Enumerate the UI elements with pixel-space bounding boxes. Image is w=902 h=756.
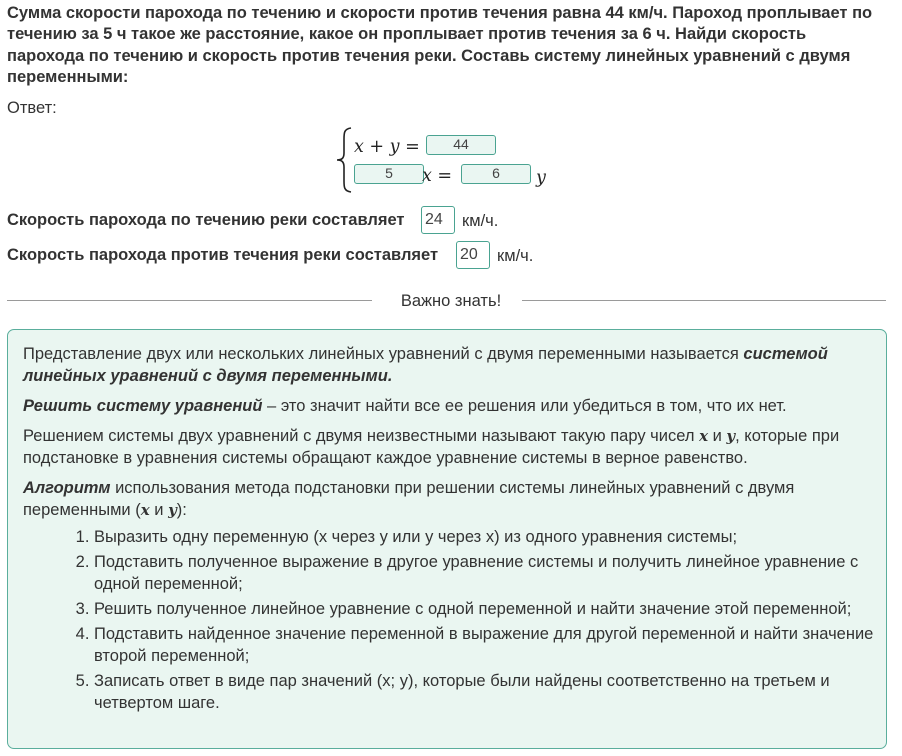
info-paragraph-solve (23, 395, 873, 417)
downstream-speed-input[interactable]: 24 (421, 206, 455, 234)
var-y: y (726, 427, 736, 445)
algorithm-and: и (149, 501, 169, 519)
eq2-coef-y-input[interactable]: 6 (461, 164, 531, 184)
info-paragraph-definition (23, 343, 873, 387)
definition-term: системой линейных уравнений с двумя переменными. (23, 345, 828, 385)
solve-term: Решить систему уравнений (23, 397, 263, 415)
system-brace (334, 127, 354, 193)
list-item: 1. Выразить одну переменную (x через y или y через x) из одного уравнения системы; (94, 526, 894, 548)
info-box (7, 329, 887, 749)
downstream-label: Скорость парохода по течению реки составляет (7, 211, 405, 229)
algorithm-term: Алгоритм (23, 479, 111, 497)
solution-text-b: , которые при подстановке в уравнения системы обращают каждое уравнение системы в верное равенство. (23, 427, 840, 467)
eq2-coef-x-input[interactable]: 5 (354, 164, 424, 184)
answer-label: Ответ: (7, 99, 57, 117)
var-y: y (168, 501, 177, 519)
solve-text: – это значит найти все ее решения или убедиться в том, что их нет. (262, 397, 787, 415)
upstream-unit: км/ч. (497, 247, 534, 265)
solution-and: и (708, 427, 727, 445)
list-item: 3. Решить полученное линейное уравнение с одной переменной и найти значение этой переменной; (94, 598, 894, 620)
var-x: x (140, 501, 150, 519)
solution-text-a: Решением системы двух уравнений с двумя неизвестными называют такую пару чисел (23, 427, 700, 445)
upstream-label: Скорость парохода против течения реки составляет (7, 246, 439, 264)
algorithm-text: использования метода подстановки при решении системы линейных уравнений с двумя переменными ( (23, 479, 795, 519)
eq2-middle: x = (422, 166, 453, 186)
divider-line-right (522, 300, 886, 301)
eq1-left: x + y = (354, 137, 420, 157)
definition-text: Представление двух или нескольких линейных уравнений с двумя переменными называется (23, 345, 744, 363)
info-paragraph-solution (23, 425, 873, 469)
eq1-value-input[interactable]: 44 (426, 135, 496, 155)
info-paragraph-algorithm (23, 477, 873, 521)
list-item: 4. Подставить найденное значение переменной в выражение для другой переменной и найти значение второй переменной; (94, 623, 894, 667)
important-heading: Важно знать! (400, 292, 502, 310)
upstream-speed-input[interactable]: 20 (456, 241, 490, 269)
list-item: 2. Подставить полученное выражение в другое уравнение системы и получить линейное уравнение с одной переменной; (94, 551, 894, 595)
algorithm-text-end: ): (176, 501, 187, 519)
eq2-var-y: y (536, 168, 546, 188)
downstream-unit: км/ч. (462, 212, 499, 230)
var-x: x (699, 427, 709, 445)
algorithm-steps (76, 526, 894, 717)
question-text: Сумма скорости парохода по течению и скорости против течения равна 44 км/ч. Пароход проплывает по течению за 5 ч такое же расстояние, какое он проплывает против течения за 6 ч. Найди скорость парохода по течению и скорость против течения реки. Составь систему линейных уравнений с двумя переменными: (7, 4, 873, 86)
list-item: 5. Записать ответ в виде пар значений (x; y), которые были найдены соответственно на третьем и четвертом шаге. (94, 670, 894, 714)
